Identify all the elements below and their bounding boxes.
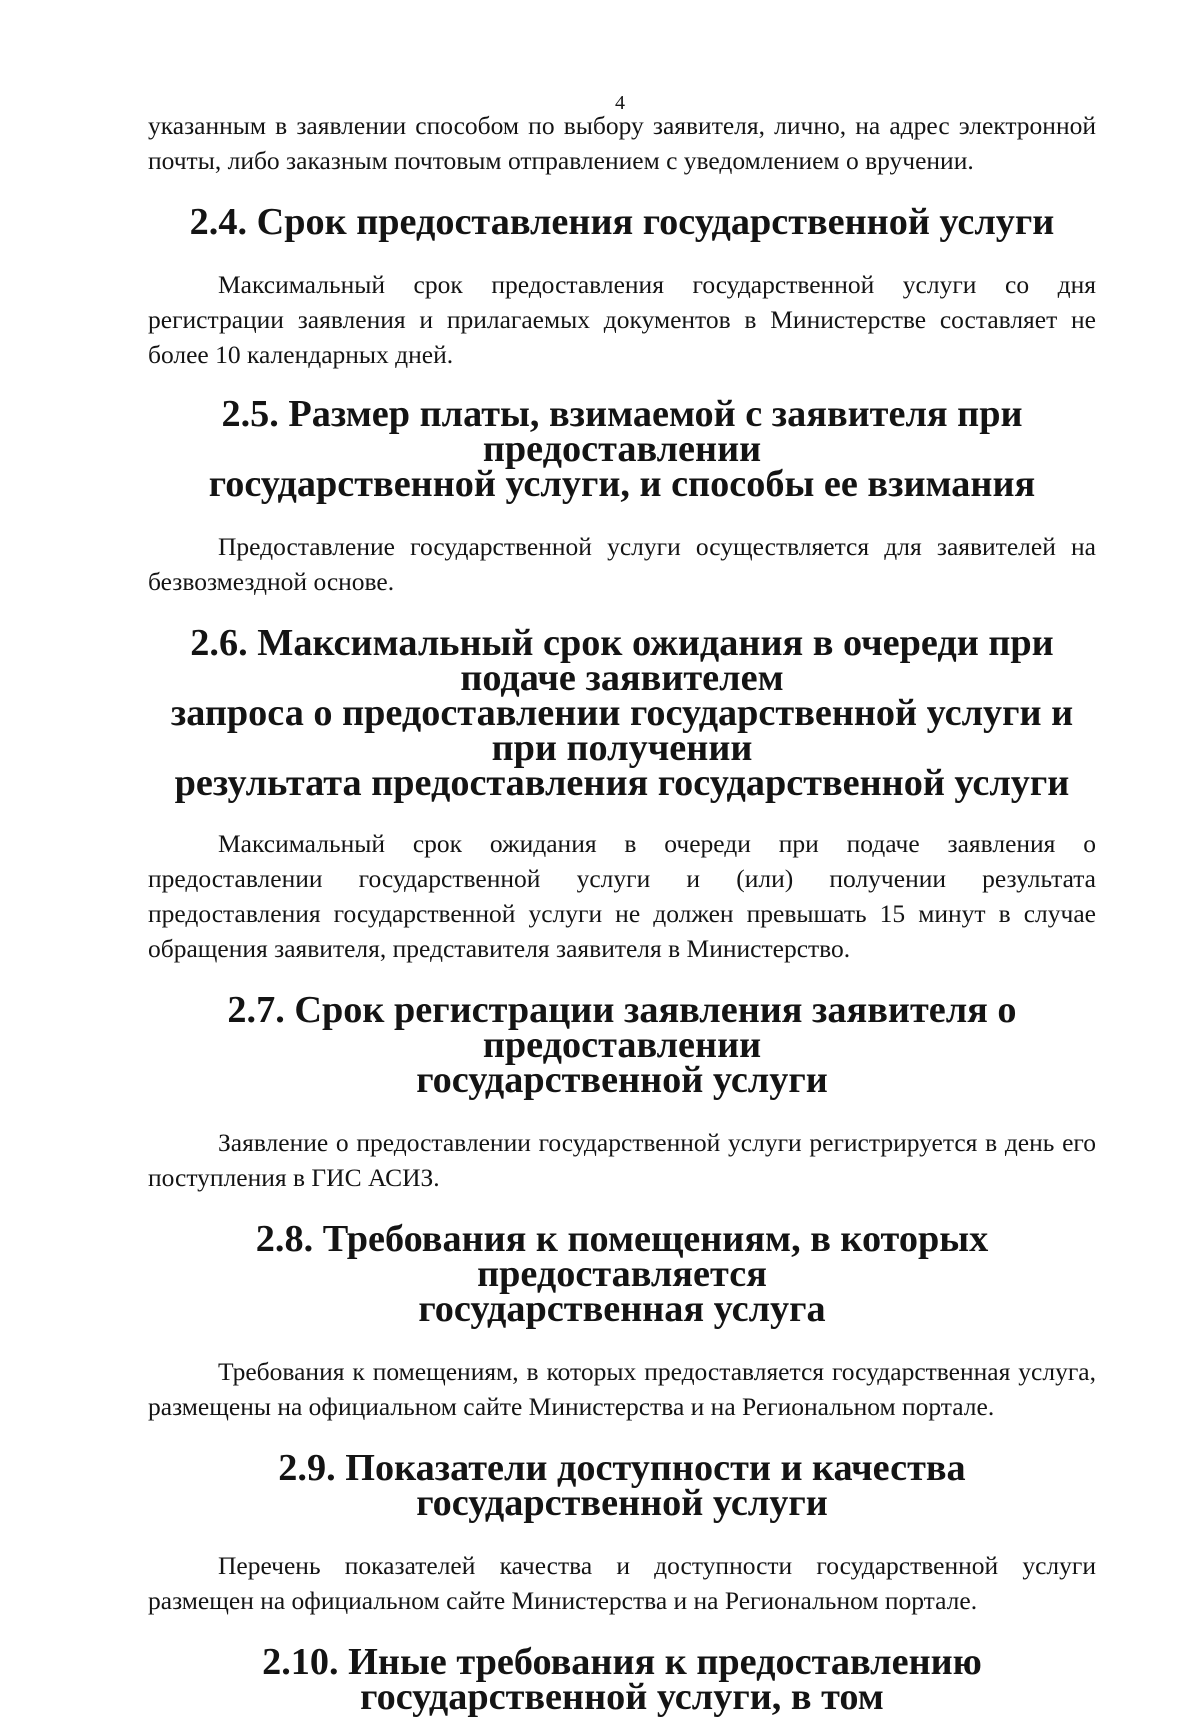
page-number: 4	[615, 92, 625, 114]
section-body-2-5: Предоставление государственной услуги осуществляется для заявителей на безвозмездной основе.	[148, 532, 1096, 596]
section-heading-2-9: 2.9. Показатели доступности и качества государственной услуги	[278, 1447, 966, 1524]
document-body	[148, 108, 1096, 1718]
section-heading-2-7: 2.7. Срок регистрации заявления заявителя о предоставлении государственной услуги	[227, 989, 1017, 1101]
section-body-2-7: Заявление о предоставлении государственной услуги регистрируется в день его поступления в ГИС АСИЗ.	[148, 1128, 1096, 1192]
section-heading-2-10: 2.10. Иные требования к предоставлению государственной услуги, в том	[262, 1641, 982, 1718]
section-heading-2-6: 2.6. Максимальный срок ожидания в очереди при подаче заявителем запроса о предоставлении государственной услуги и при получении результата предоставления государственной услуги	[170, 622, 1074, 804]
section-heading-2-5: 2.5. Размер платы, взимаемой с заявителя при предоставлении государственной услуги, и способы ее взимания	[208, 393, 1036, 505]
section-body-2-6: Максимальный срок ожидания в очереди при подаче заявления о предоставлении государственной услуги и (или) получении результата предоставления государственной услуги не должен превышать 15 минут в случае обращения заявителя, представителя заявителя в Министерство.	[148, 829, 1096, 963]
section-body-2-4: Максимальный срок предоставления государственной услуги со дня регистрации заявления и прилагаемых документов в Министерстве составляет не более 10 календарных дней.	[148, 270, 1096, 369]
intro-paragraph: указанным в заявлении способом по выбору заявителя, лично, на адрес электронной почты, либо заказным почтовым отправлением с уведомлением о вручении.	[148, 111, 1096, 175]
section-heading-2-8: 2.8. Требования к помещениям, в которых предоставляется государственная услуга	[255, 1218, 989, 1330]
section-body-2-9: Перечень показателей качества и доступности государственной услуги размещен на официальном сайте Министерства и на Региональном портале.	[148, 1551, 1096, 1615]
section-body-2-8: Требования к помещениям, в которых предоставляется государственная услуга, размещены на официальном сайте Министерства и на Региональном портале.	[148, 1357, 1096, 1421]
section-heading-2-4: 2.4. Срок предоставления государственной услуги	[189, 201, 1055, 243]
